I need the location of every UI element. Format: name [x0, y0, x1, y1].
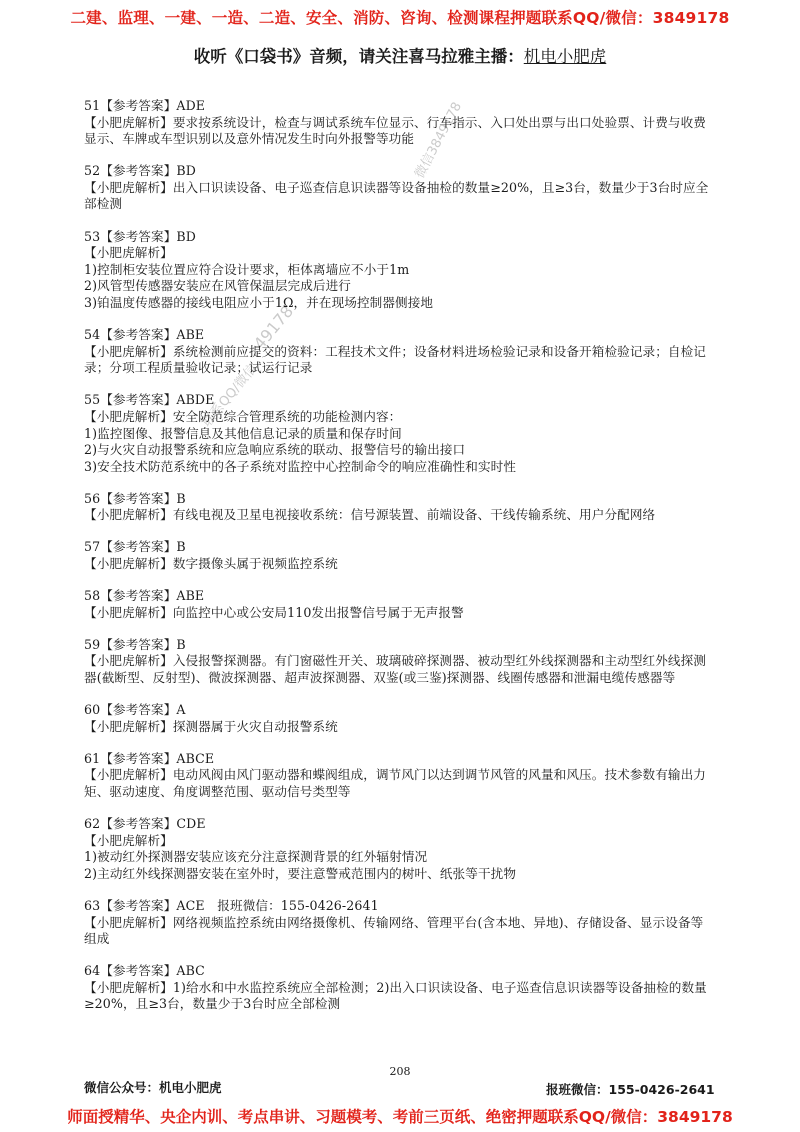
explanation-line: 3)铂温度传感器的接线电阻应小于1Ω，并在现场控制器侧接地 [84, 294, 434, 310]
answer-line: 57【参考答案】B [84, 539, 186, 555]
top-banner: 二建、监理、一建、一造、二造、安全、消防、咨询、检测课程押题联系QQ/微信：3849178 [70, 9, 730, 27]
answer-line: 52【参考答案】BD [84, 163, 196, 179]
explanation-line: 2)主动红外线探测器安装在室外时，要注意警戒范围内的树叶、纸张等干扰物 [84, 865, 517, 881]
explanation-line: 2)风管型传感器安装应在风管保温层完成后进行 [84, 278, 352, 294]
explanation-line: 2)与火灾自动报警系统和应急响应系统的联动、报警信号的输出接口 [84, 442, 466, 458]
watermark: 联系QQ/微信 [199, 361, 261, 431]
answer-entry [84, 491, 716, 524]
answer-entry [84, 963, 716, 1013]
answer-line: 55【参考答案】ABDE [84, 392, 215, 408]
answer-line: 51【参考答案】ADE [84, 98, 206, 113]
explanation-line: 1)控制柜安装位置应符合设计要求，柜体离墙应不小于1m [84, 261, 410, 277]
explanation-line: 【小肥虎解析】1)给水和中水监控系统应全部检测；2)出入口识读设备、电子巡查信息识读器等设备抽检的数量≥20%，且≥3台，数量少于3台时应全部检测 [84, 979, 707, 1012]
explanation-line: 【小肥虎解析】要求按系统设计，检查与调试系统车位显示、行车指示、入口处出票与出口处验票、计费与收费显示、车牌或车型识别以及意外情况发生时向外报警等功能 [84, 114, 706, 147]
explanation-line: 【小肥虎解析】 [84, 832, 173, 848]
answer-entry [84, 588, 716, 621]
explanation-line: 【小肥虎解析】网络视频监控系统由网络摄像机、传输网络、管理平台(含本地、异地)、存储设备、显示设备等组成 [84, 914, 704, 947]
answer-line: 54【参考答案】ABE [84, 327, 205, 343]
answer-entry [84, 898, 716, 948]
answer-line: 58【参考答案】ABE [84, 588, 205, 604]
explanation-line: 【小肥虎解析】数字摄像头属于视频监控系统 [84, 556, 338, 572]
footer-wechat-account: 微信公众号：机电小肥虎 [84, 1080, 222, 1095]
page-number: 208 [389, 1065, 411, 1078]
answer-entry [84, 163, 716, 213]
answer-line: 62【参考答案】CDE [84, 816, 206, 832]
answer-entry [84, 637, 716, 687]
explanation-line: 【小肥虎解析】探测器属于火灾自动报警系统 [84, 718, 338, 734]
answer-line: 61【参考答案】ABCE [84, 750, 215, 766]
explanation-line: 【小肥虎解析】电动风阀由风门驱动器和蝶阀组成，调节风门以达到调节风管的风量和风压。技术参数有输出力矩、驱动速度、角度调整范围、驱动信号类型等 [84, 767, 706, 799]
subtitle [0, 43, 800, 67]
explanation-line: 3)安全技术防范系统中的各子系统对监控中心控制命令的响应准确性和实时性 [84, 458, 517, 474]
explanation-line: 【小肥虎解析】入侵报警探测器。有门窗磁性开关、玻璃破碎探测器、被动型红外线探测器和主动型红外线探测器(截断型、反射型)、微波探测器、超声波探测器、双鉴(或三鉴)探测器、线圈传感器和泄漏电缆传感器等 [84, 653, 706, 686]
answer-entry [84, 229, 716, 312]
answer-line: 60【参考答案】A [84, 702, 186, 718]
explanation-line: 【小肥虎解析】出入口识读设备、电子巡查信息识读器等设备抽检的数量≥20%，且≥3台，数量少于3台时应全部检测 [84, 179, 709, 212]
host-link[interactable]: 机电小肥虎 [523, 47, 607, 66]
answer-entry [84, 816, 716, 882]
answer-line: 63【参考答案】ACE 报班微信：155-0426-2641 [84, 897, 379, 913]
answer-line: 59【参考答案】B [84, 636, 186, 652]
explanation-line: 【小肥虎解析】有线电视及卫星电视接收系统：信号源装置、前端设备、干线传输系统、用户分配网络 [84, 507, 656, 523]
bottom-banner: 师面授精华、央企内训、考点串讲、习题模考、考前三页纸、绝密押题联系QQ/微信：3849178 [67, 1108, 733, 1126]
explanation-line: 【小肥虎解析】向监控中心或公安局110发出报警信号属于无声报警 [84, 604, 464, 620]
subtitle-prefix: 收听《口袋书》音频，请关注喜马拉雅主播： [193, 47, 524, 66]
answer-line: 64【参考答案】ABC [84, 963, 205, 979]
answer-entry [84, 539, 716, 572]
explanation-line: 【小肥虎解析】 [84, 245, 173, 261]
answer-entry [84, 392, 716, 475]
answer-entry [84, 702, 716, 735]
answer-entry [84, 327, 716, 377]
footer-contact: 报班微信：155-0426-2641 [546, 1082, 715, 1097]
watermark: 微信3849178 [412, 99, 466, 182]
watermark: 49178 [249, 301, 298, 354]
explanation-line: 【小肥虎解析】安全防范综合管理系统的功能检测内容： [84, 408, 402, 424]
answer-list [84, 98, 716, 1029]
explanation-line: 1)监控图像、报警信息及其他信息记录的质量和保存时间 [84, 425, 402, 441]
explanation-line: 【小肥虎解析】系统检测前应提交的资料：工程技术文件；设备材料进场检验记录和设备开箱检验记录；自检记录；分项工程质量验收记录；试运行记录 [84, 343, 706, 376]
answer-entry [84, 98, 716, 148]
explanation-line: 1)被动红外探测器安装应该充分注意探测背景的红外辐射情况 [84, 849, 428, 865]
answer-line: 53【参考答案】BD [84, 228, 196, 244]
answer-line: 56【参考答案】B [84, 490, 186, 506]
answer-entry [84, 751, 716, 801]
